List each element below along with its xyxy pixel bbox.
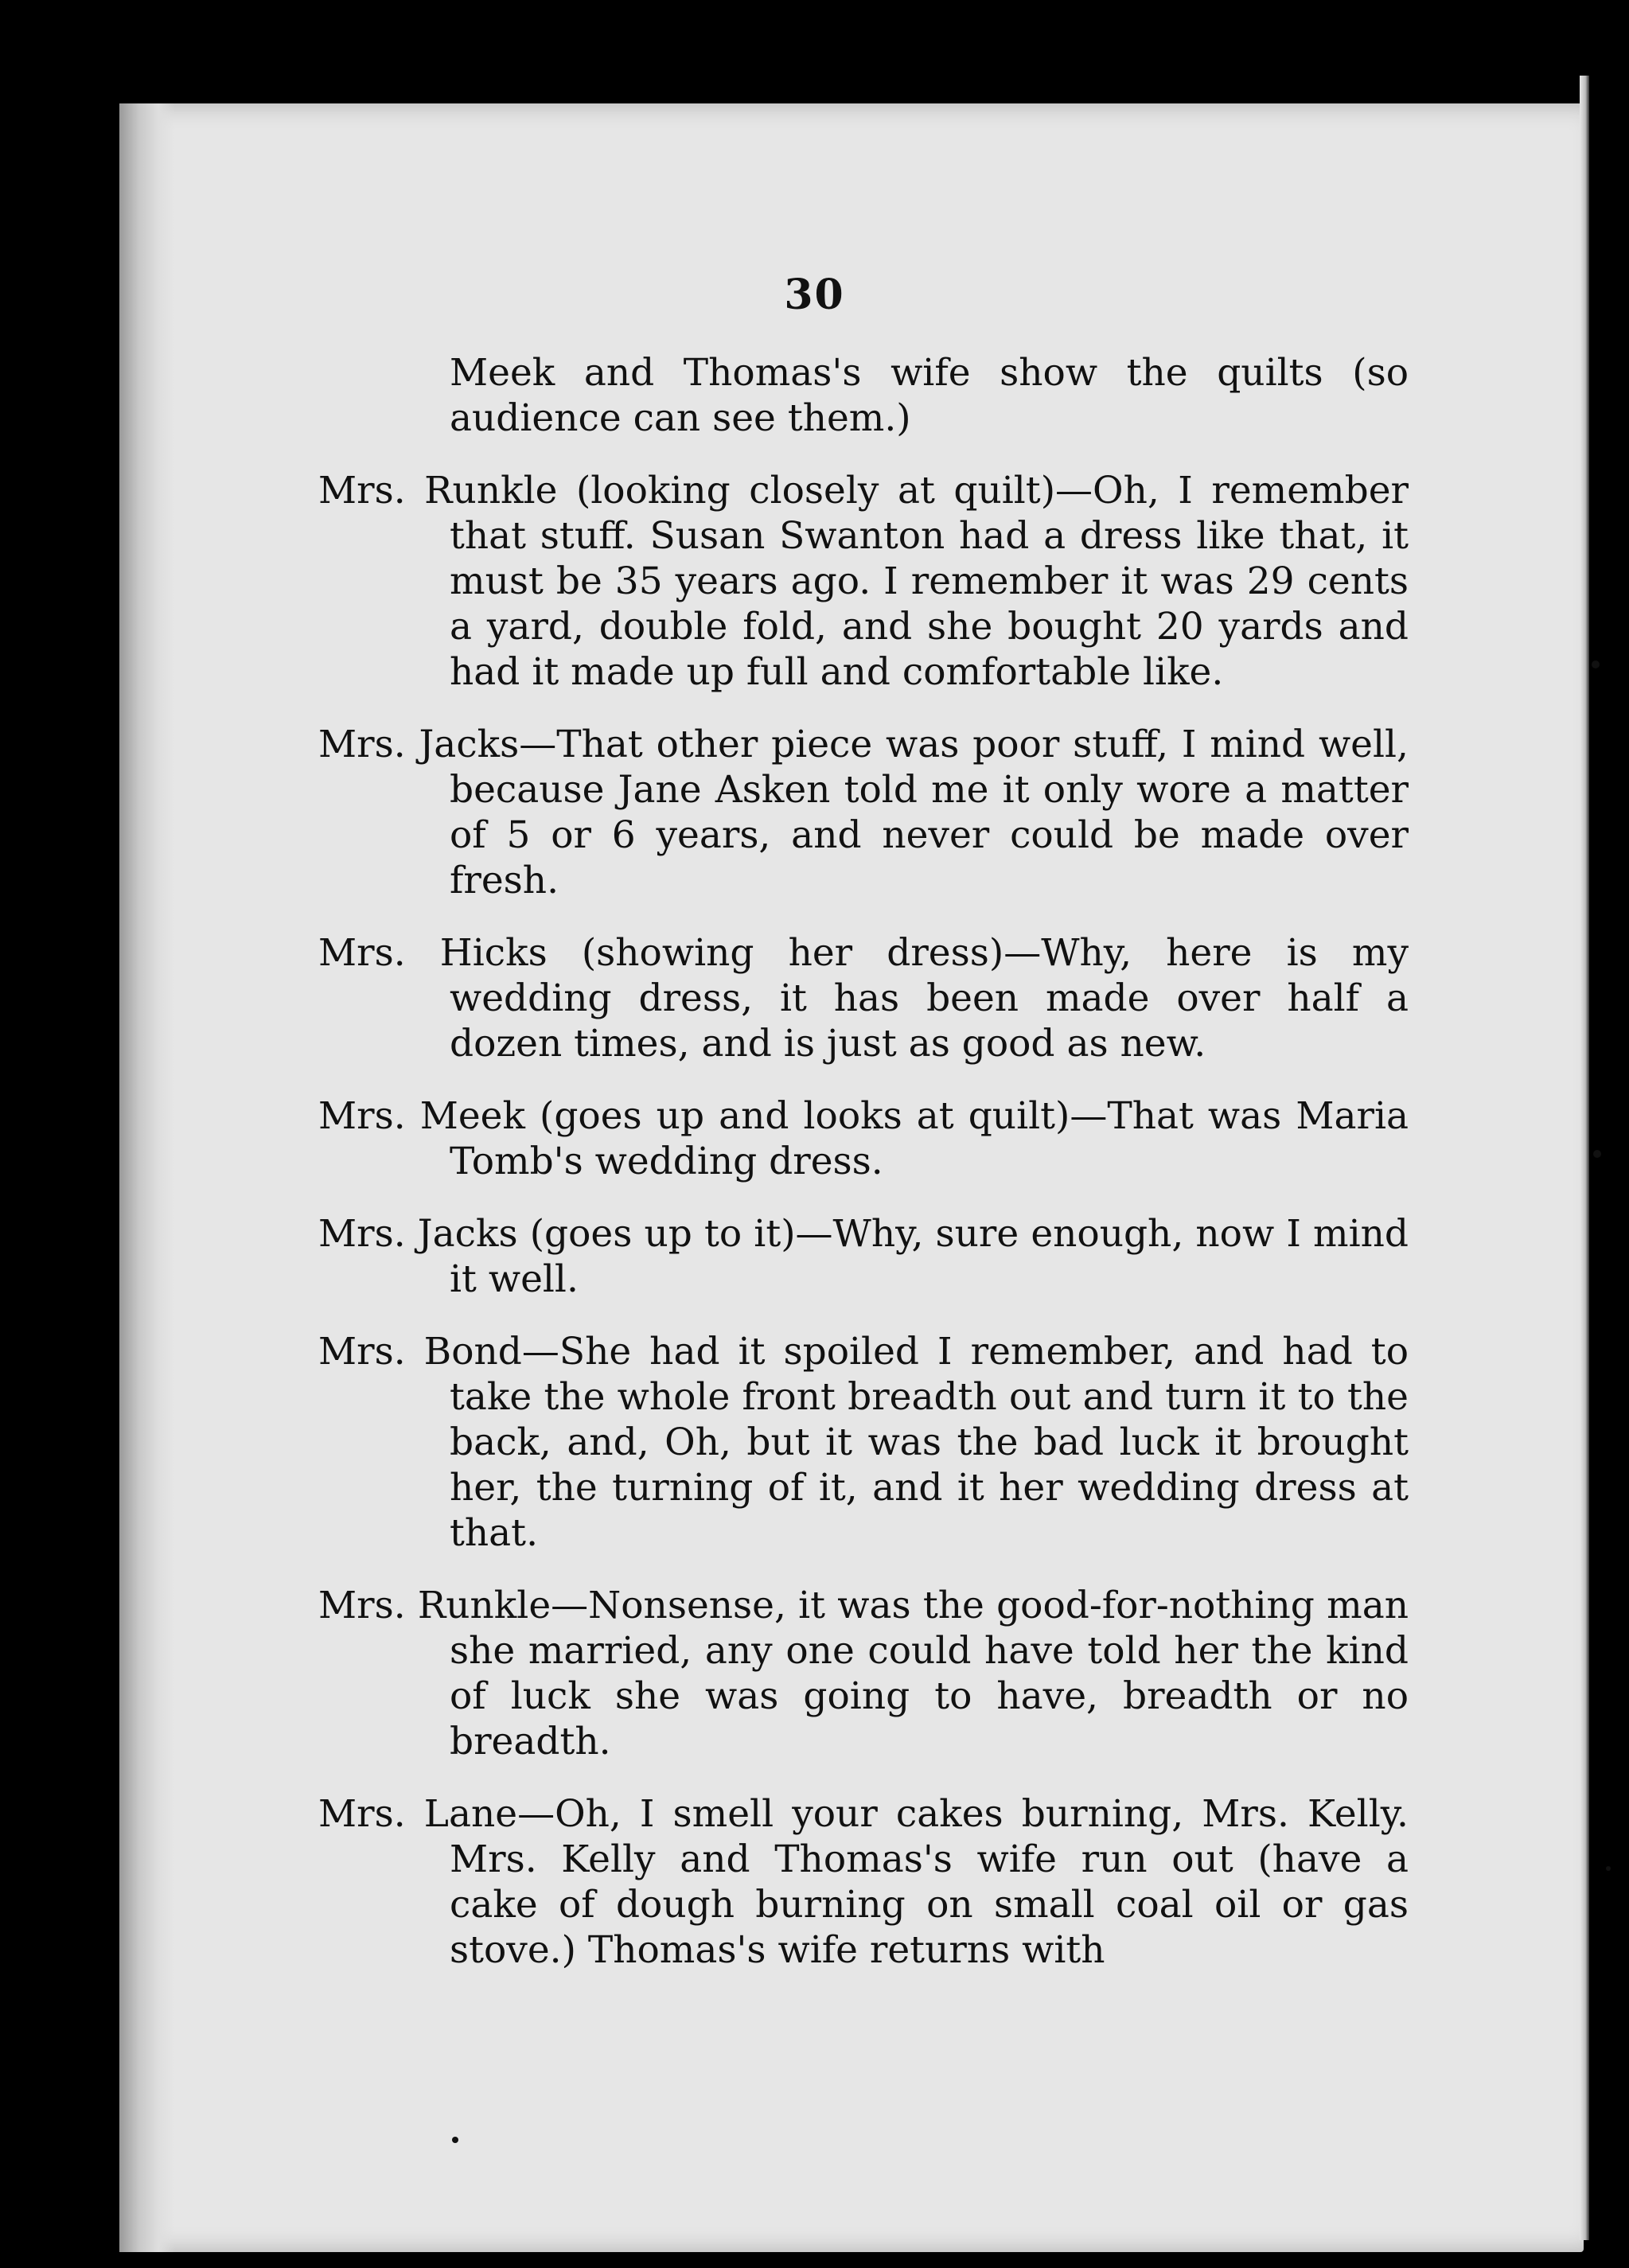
dialogue-text: (goes up to it)—Why, sure enough, now I mind it well. <box>450 1212 1409 1301</box>
book-gutter <box>119 103 175 2252</box>
speaker-name: Mrs. Jacks <box>318 723 520 766</box>
dialogue-text: —Nonsense, it was the good-for-nothing man she married, any one could have told her the kind of luck she was going to have, breadth or no breadth. <box>450 1584 1409 1763</box>
speaker-name: Mrs. Lane <box>318 1792 518 1836</box>
speaker-name: Mrs. Runkle <box>318 469 558 512</box>
dialogue-line <box>318 1211 1409 1302</box>
dialogue-text: —She had it spoiled I remember, and had to take the whole front breadth out and turn it to the back, and, Oh, but it was the bad luck it brought her, the turning of it, and it her wedding dress at that. <box>450 1330 1409 1555</box>
dialogue-line <box>318 1329 1409 1556</box>
play-text <box>318 350 1409 2000</box>
speaker-name: Mrs. Runkle <box>318 1584 551 1627</box>
dialogue-line <box>318 468 1409 695</box>
dialogue-text: (showing her dress)—Why, here is my wedding dress, it has been made over half a dozen times, and is just as good as new. <box>450 931 1409 1066</box>
speaker-name: Mrs. Meek <box>318 1094 525 1138</box>
dialogue-text: (goes up and looks at quilt)—That was Maria Tomb's wedding dress. <box>450 1094 1409 1183</box>
dialogue-text: —That other piece was poor stuff, I mind well, because Jane Asken told me it only wore a matter of 5 or 6 years, and never could be made over fresh. <box>450 723 1409 902</box>
dialogue-text: (looking closely at quilt)—Oh, I remember that stuff. Susan Swanton had a dress like that, it must be 35 years ago. I remember it was 29 cents a yard, double fold, and she bought 20 yards and had it made up full and comfortable like. <box>450 469 1409 694</box>
page-edge-mark <box>1592 661 1600 668</box>
speaker-name: Mrs. Bond <box>318 1330 522 1374</box>
dialogue-line <box>318 1791 1409 1973</box>
speaker-name: Mrs. Hicks <box>318 931 548 975</box>
dialogue-line <box>318 930 1409 1066</box>
dialogue-text: —Oh, I smell your cakes burning, Mrs. Kelly. Mrs. Kelly and Thomas's wife run out (have a cake of dough burning on small coal oil or gas stove.) Thomas's wife returns with <box>450 1792 1409 1972</box>
page-edge-mark <box>1593 1150 1601 1158</box>
dialogue-line <box>318 1093 1409 1184</box>
dialogue-line <box>318 722 1409 903</box>
page-edge <box>1580 76 1589 2240</box>
dialogue-line <box>318 1583 1409 1764</box>
stage-direction: Meek and Thomas's wife show the quilts (so audience can see them.) <box>450 351 1409 440</box>
page-edge-mark <box>1606 1866 1611 1871</box>
page-number: 30 <box>784 271 845 319</box>
speaker-name: Mrs. Jacks <box>318 1212 518 1256</box>
ink-speck <box>452 2137 458 2143</box>
